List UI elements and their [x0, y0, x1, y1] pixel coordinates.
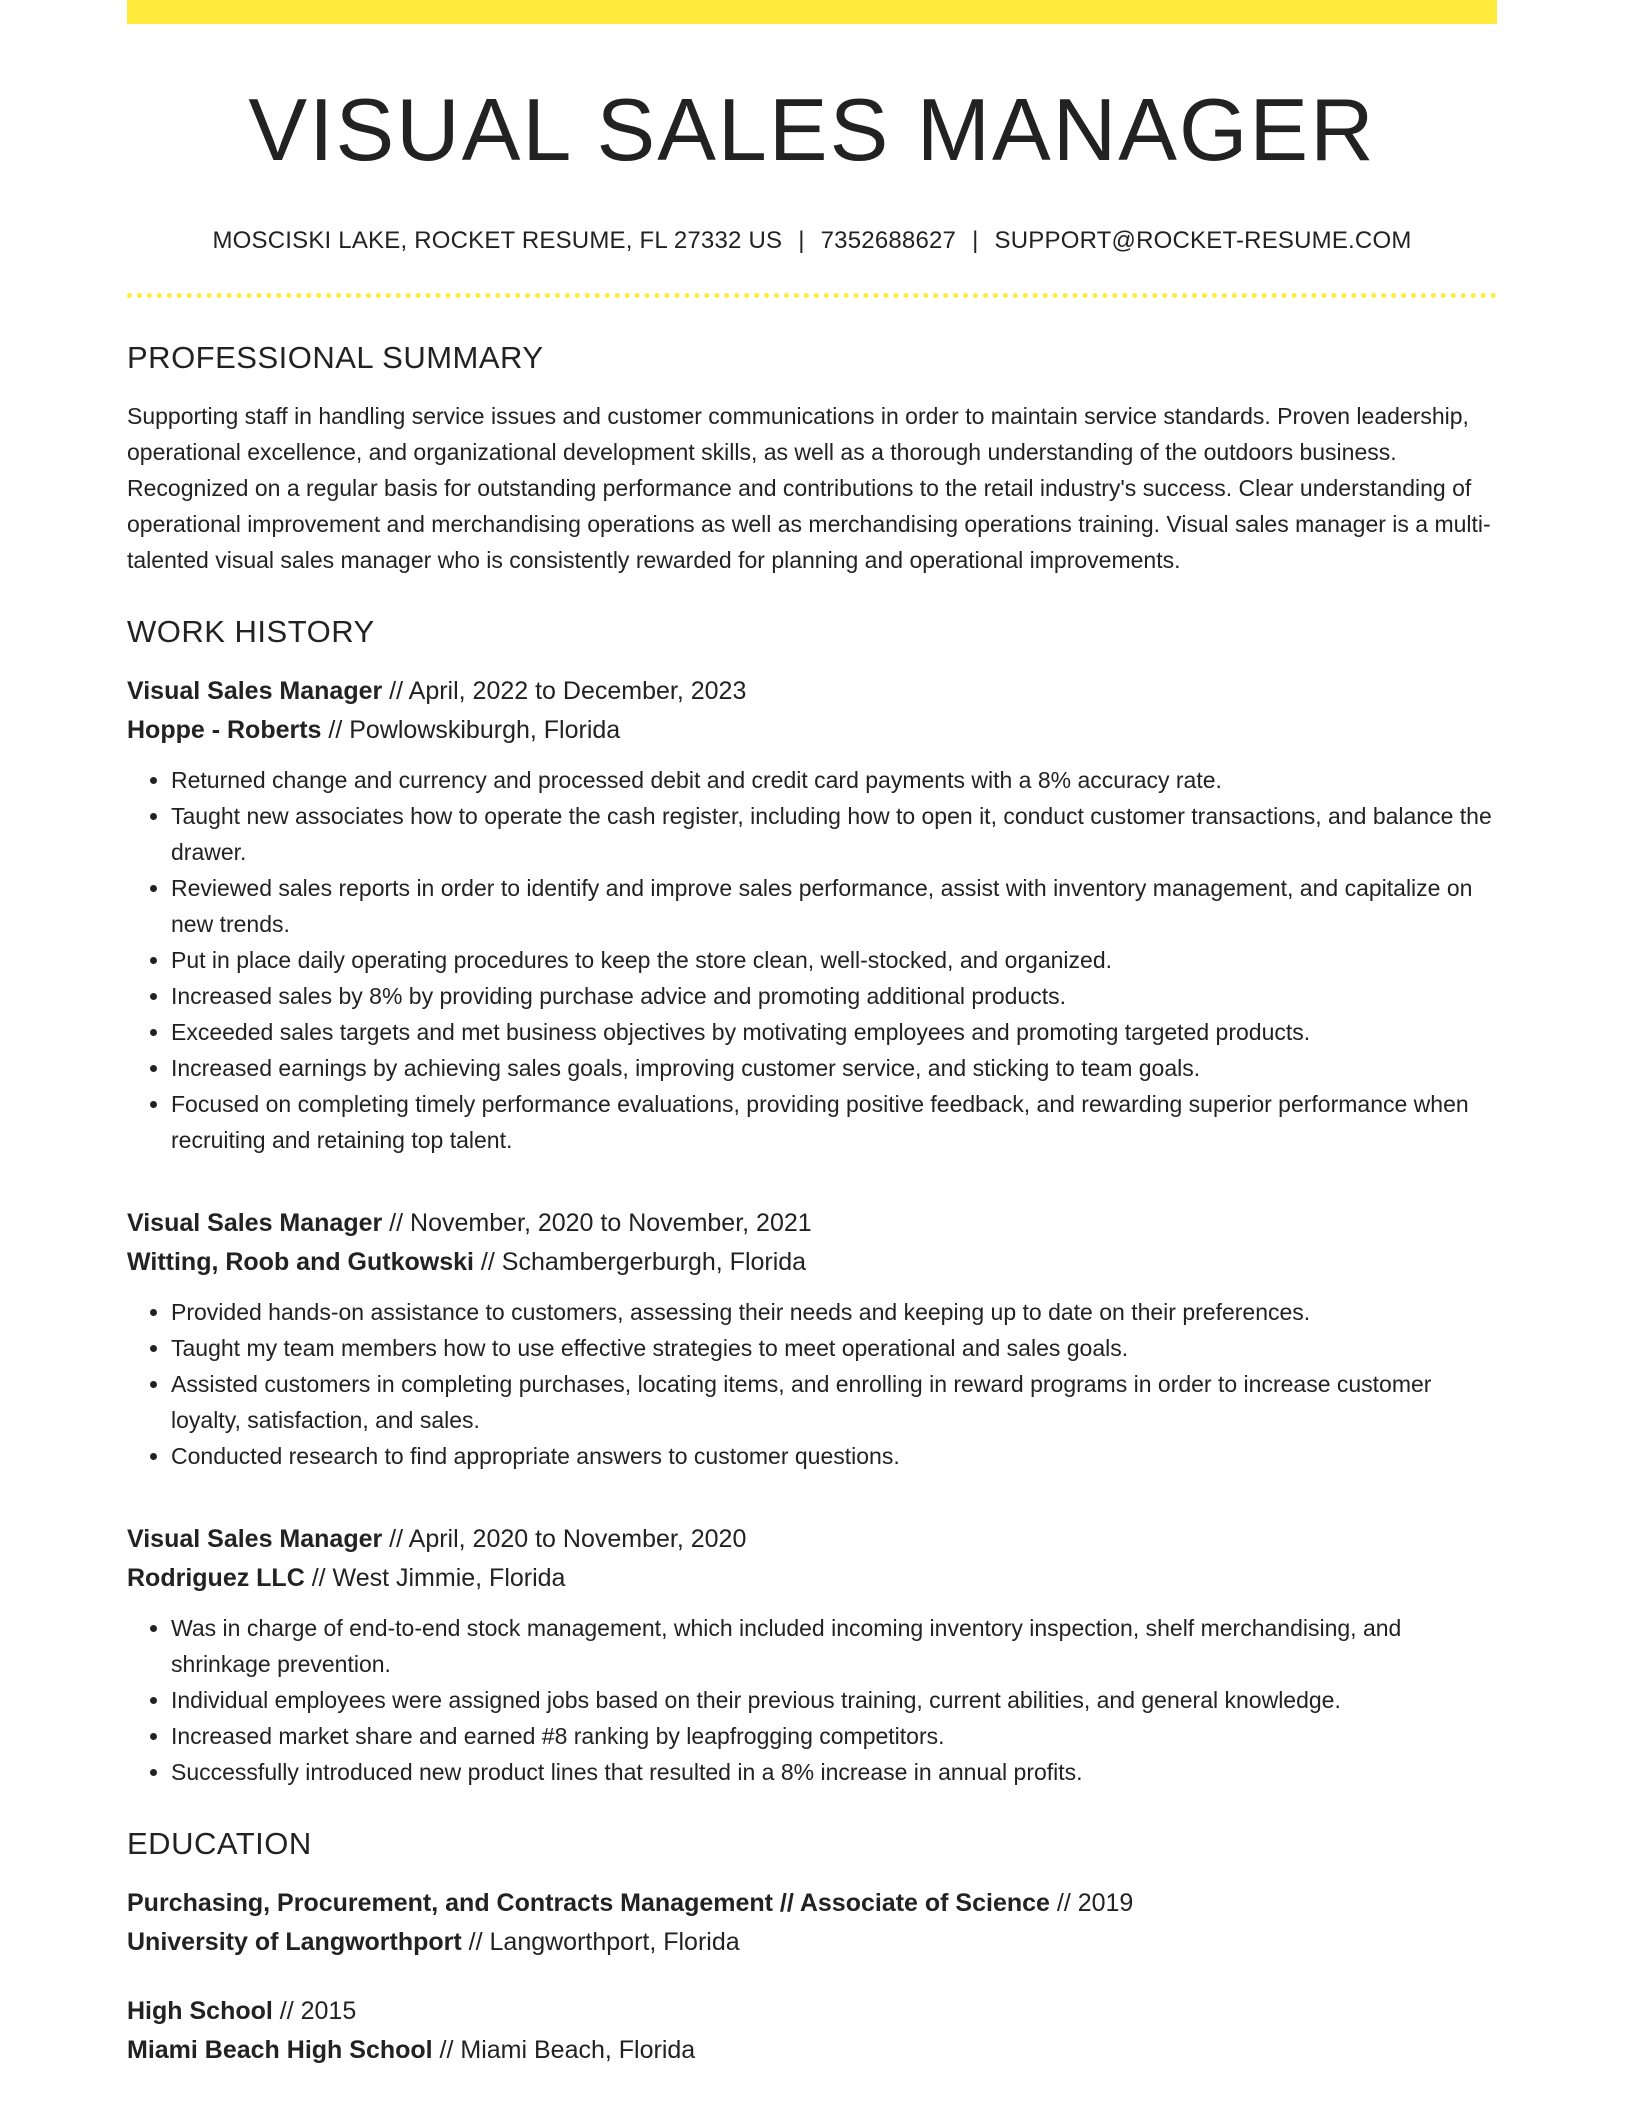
job-bullet: • Focused on completing timely performance evaluations, providing positive feedback, and rewarding superior performance when recruiting and retaining top talent.	[171, 1086, 1497, 1158]
education-location: // Miami Beach, Florida	[432, 2035, 696, 2064]
education-year: // 2015	[272, 1996, 357, 2025]
job-bullet: • Increased sales by 8% by providing purchase advice and promoting additional products.	[171, 978, 1497, 1014]
top-accent-bar	[127, 0, 1497, 24]
job-bullet: • Assisted customers in completing purchases, locating items, and enrolling in reward programs in order to increase customer loyalty, satisfaction, and sales.	[171, 1366, 1497, 1438]
job-location: // West Jimmie, Florida	[304, 1563, 566, 1592]
job-bullet-list	[127, 1294, 1497, 1474]
job-bullet: • Taught my team members how to use effective strategies to meet operational and sales goals.	[171, 1330, 1497, 1366]
work-history-heading: WORK HISTORY	[127, 613, 375, 649]
education-school: Miami Beach High School	[127, 2035, 433, 2064]
education-degree-line	[127, 1992, 1497, 2031]
education-school-line	[127, 2031, 1497, 2070]
job-bullet: • Returned change and currency and processed debit and credit card payments with a 8% accuracy rate.	[171, 762, 1497, 798]
job-bullet-list	[127, 1610, 1497, 1790]
job-dates: // April, 2022 to December, 2023	[382, 676, 747, 705]
job-bullet: • Put in place daily operating procedures to keep the store clean, well-stocked, and organized.	[171, 942, 1497, 978]
job-role: Visual Sales Manager	[127, 1524, 383, 1553]
education-entry	[127, 1884, 1497, 1962]
education-heading: EDUCATION	[127, 1825, 312, 1861]
job-role-line	[127, 672, 1497, 711]
job-location: // Powlowskiburgh, Florida	[321, 715, 621, 744]
contact-email: SUPPORT@ROCKET-RESUME.COM	[994, 226, 1412, 254]
contact-line	[127, 227, 1497, 255]
contact-separator: |	[798, 226, 805, 254]
job-bullet: • Conducted research to find appropriate answers to customer questions.	[171, 1438, 1497, 1474]
dotted-divider	[127, 293, 1497, 298]
job-location: // Schambergerburgh, Florida	[473, 1247, 807, 1276]
job-role: Visual Sales Manager	[127, 676, 383, 705]
resume-title: VISUAL SALES MANAGER	[248, 80, 1376, 179]
education-school-line	[127, 1923, 1497, 1962]
contact-address: MOSCISKI LAKE, ROCKET RESUME, FL 27332 US	[212, 226, 783, 254]
education-year: // 2019	[1049, 1888, 1134, 1917]
job-company: Rodriguez LLC	[127, 1563, 305, 1592]
job-bullet: • Reviewed sales reports in order to identify and improve sales performance, assist with inventory management, and capitalize on new trends.	[171, 870, 1497, 942]
job-role-line	[127, 1204, 1497, 1243]
job-bullet: • Increased market share and earned #8 ranking by leapfrogging competitors.	[171, 1718, 1497, 1754]
job-bullet: • Provided hands-on assistance to customers, assessing their needs and keeping up to date on their preferences.	[171, 1294, 1497, 1330]
job-company-line	[127, 1243, 1497, 1282]
job-company: Witting, Roob and Gutkowski	[127, 1247, 474, 1276]
job-bullet: • Successfully introduced new product lines that resulted in a 8% increase in annual profits.	[171, 1754, 1497, 1790]
job-role-line	[127, 1520, 1497, 1559]
job-dates: // April, 2020 to November, 2020	[382, 1524, 747, 1553]
job-bullet-list	[127, 762, 1497, 1158]
job-dates: // November, 2020 to November, 2021	[382, 1208, 812, 1237]
job-bullet: • Taught new associates how to operate the cash register, including how to open it, conduct customer transactions, and balance the drawer.	[171, 798, 1497, 870]
education-entry	[127, 1992, 1497, 2070]
job-company-line	[127, 1559, 1497, 1598]
education-school: University of Langworthport	[127, 1927, 462, 1956]
education-degree-line	[127, 1884, 1497, 1923]
job-bullet: • Individual employees were assigned jobs based on their previous training, current abilities, and general knowledge.	[171, 1682, 1497, 1718]
job-company: Hoppe - Roberts	[127, 715, 322, 744]
contact-separator: |	[972, 226, 979, 254]
job-bullet: • Increased earnings by achieving sales goals, improving customer service, and sticking to team goals.	[171, 1050, 1497, 1086]
job-bullet: • Exceeded sales targets and met business objectives by motivating employees and promoting targeted products.	[171, 1014, 1497, 1050]
job-entry	[127, 1204, 1497, 1474]
job-bullet: • Was in charge of end-to-end stock management, which included incoming inventory inspection, shelf merchandising, and shrinkage prevention.	[171, 1610, 1497, 1682]
contact-phone: 7352688627	[820, 226, 957, 254]
job-entry	[127, 672, 1497, 1158]
education-degree: High School	[127, 1996, 273, 2025]
summary-heading: PROFESSIONAL SUMMARY	[127, 339, 544, 375]
education-location: // Langworthport, Florida	[461, 1927, 740, 1956]
job-role: Visual Sales Manager	[127, 1208, 383, 1237]
job-company-line	[127, 711, 1497, 750]
summary-text: Supporting staff in handling service issues and customer communications in order to maintain service standards. Proven leadership, operational excellence, and organizational development skills, as well as a thorough understanding of the outdoors business. Recognized on a regular basis for outstanding performance and contributions to the retail industry's success. Clear understanding of operational improvement and merchandising operations as well as merchandising operations training. Visual sales manager is a multi-talented visual sales manager who is consistently rewarded for planning and operational improvements.	[127, 402, 1491, 573]
job-entry	[127, 1520, 1497, 1790]
resume-page	[127, 0, 1497, 2070]
education-degree: Purchasing, Procurement, and Contracts Management // Associate of Science	[127, 1888, 1050, 1917]
